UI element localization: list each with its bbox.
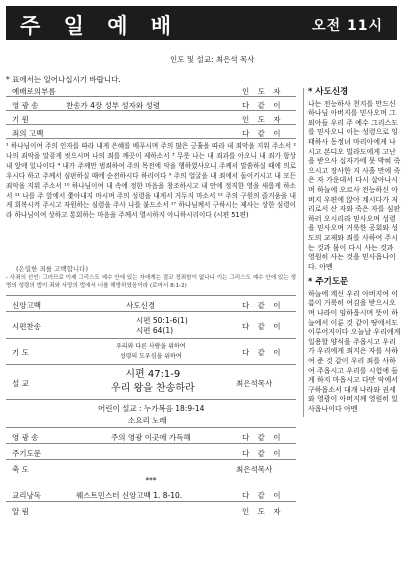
- order-label: 기 도: [12, 348, 29, 357]
- divider: [6, 96, 296, 97]
- divider: [6, 459, 296, 460]
- order-right: 다 같 이: [242, 491, 284, 500]
- order-right: 다 같 이: [242, 449, 284, 458]
- leader-line: 인도 및 설교: 최은석 목사: [170, 55, 255, 64]
- divider: [6, 364, 296, 365]
- order-right: 다 같 이: [242, 433, 284, 442]
- separator-stars: ***: [145, 476, 157, 485]
- service-time: 오전 11시: [312, 18, 383, 34]
- order-label: 기 원: [12, 115, 29, 124]
- order-label: 알 림: [12, 507, 29, 516]
- divider: [6, 110, 296, 111]
- order-right: 다 같 이: [242, 101, 284, 110]
- divider: [6, 338, 296, 339]
- confession-end: (은밀한 죄를 고백합니다): [16, 265, 88, 273]
- divider: [6, 501, 296, 502]
- page-title: 주 일 예 배: [20, 14, 180, 38]
- lords-prayer-text: 하늘에 계신 우리 아버지여 이름이 거룩히 여김을 받으시오며 나라이 임하옵시며 뜻이 하늘에서 이룬 것 같이 땅에서도 이루어지이다 오늘날 우리에게 일용할 양식을 주옵시고 우리가 우리에게 죄지은 자를 사하여 준 것 같이 우리 죄를 사하여 주옵시고 우리를 시험에 들게 하지 마옵시고 다만 악에서 구하옵소서 대개 나라와 권세와 영광이 아버지께 영원히 있사옵나이다 아멘: [308, 289, 401, 413]
- order-label: 교리낭독: [12, 491, 41, 500]
- order-right: 다 같 이: [242, 322, 284, 331]
- confession-text: ¹ 하나님이여 주의 인자를 따라 내게 은혜를 베푸시며 주의 많은 긍휼을 따라 내 죄악을 지워 주소서 ² 나의 죄악을 말갛게 씻으시며 나의 죄를 깨끗이 제하소서 ³ 무릇 나는 내 죄과를 아오니 내 죄가 항상 내 앞에 있나이다 ⁴ 내가 주께만 범죄하여 주의 목전에 악을 행하였사오니 주께서 말씀하실 때에 의로우시다 하고 주께서 심판하실 때에 순전하시다 하리이다 ⁹ 주의 얼굴을 내 죄에서 돌이키시고 내 모든 죄악을 지워 주소서 ¹⁰ 하나님이여 내 속에 정한 마음을 창조하시고 내 안에 정직한 영을 새롭게 하소서 ¹¹ 나를 주 앞에서 쫓아내지 마시며 주의 성령을 내게서 거두지 마소서 ¹² 주의 구원의 즐거움을 내게 회복시켜 주시고 자원하는 심령을 주사 나를 붙드소서 ¹⁷ 하나님께서 구하시는 제사는 상한 심령이라 하나님이여 상하고 통회하는 마음을 주께서 멸시하지 아니하시리이다 (시편 51편): [6, 142, 296, 220]
- order-right: 다 같 이: [242, 301, 284, 310]
- order-right: 인 도 자: [242, 507, 284, 516]
- divider: [6, 399, 296, 400]
- sidebar: [303, 88, 402, 417]
- divider: [6, 138, 296, 139]
- order-right: 인 도 자: [242, 115, 284, 124]
- pardon-text: - 사죄의 선언: 그러므로 이제 그리스도 예수 안에 있는 자에게는 결코 정죄함이 없나니 이는 그리스도 예수 안에 있는 생명의 성령의 법이 죄와 사망의 법에서 너를 해방하였음이라 (로마서 8:1-2): [6, 275, 296, 289]
- catechism-song: 소요리 노래: [128, 416, 167, 425]
- order-right: 다 같 이: [242, 348, 284, 357]
- lords-prayer-title: * 주기도문: [308, 277, 349, 288]
- apostles-creed-title: * 사도신경: [308, 87, 349, 97]
- apostles-creed-text: 나는 전능하사 천지를 만드신 하나님 아버지를 믿사오며 그 외아들 우리 주 예수 그리스도를 믿사오니 이는 성령으로 잉태하사 동정녀 마리아에게 나시고 본디오 빌라도에게 고난을 받으사 십자가에 못 박혀 죽으시고 장사한 지 사흘 만에 죽은 자 가운데서 다시 살아나시며 하늘에 오르사 전능하신 아버지 우편에 앉아 계시다가 저리로서 산 자와 죽은 자를 심판하러 오시리라 믿사오며 성령을 믿사오며 거룩한 공회와 성도의 교제와 죄를 사하여 주시는 것과 몸이 다시 사는 것과 영원히 사는 것을 믿사옵나이다. 아멘: [308, 99, 401, 271]
- divider: [6, 124, 296, 125]
- order-label: 영 광 송: [12, 101, 39, 110]
- order-mid: 우리와 다른 사람을 위하여 성령의 도우심을 위하여: [116, 343, 186, 360]
- divider: [6, 427, 296, 428]
- order-right: 최은석목사: [236, 465, 273, 474]
- header-banner: [6, 6, 397, 40]
- order-label: 설 교: [12, 379, 29, 388]
- order-label: 죄의 고백: [12, 129, 44, 138]
- order-right: 인 도 자: [242, 87, 284, 96]
- order-right: 다 같 이: [242, 129, 284, 138]
- divider: [6, 311, 296, 312]
- standing-note: * 표에서는 일어나십시기 바랍니다.: [6, 75, 121, 84]
- children-sermon: 어린이 설교 : 누가복음 18:9-14: [98, 404, 205, 413]
- divider: [6, 295, 296, 296]
- order-mid: 사도신경: [126, 301, 155, 310]
- order-mid: 웨스트민스터 신앙고백 1. 8-10.: [76, 491, 183, 500]
- order-label: 신앙고백: [12, 301, 41, 310]
- order-right: 최은석목사: [236, 379, 273, 388]
- order-label: 영 광 송: [12, 433, 39, 442]
- order-mid: 찬송가 4장 성부 성자와 성령: [66, 101, 161, 110]
- order-label: 주기도문: [12, 449, 41, 458]
- sermon-title: 시편 47:1-9 우리 왕을 찬송하라: [111, 369, 195, 394]
- order-mid: 시편 50:1-6(1) 시편 64(1): [136, 316, 188, 335]
- order-mid: 주의 영광 이곳에 가득해: [111, 433, 191, 442]
- order-label: 축 도: [12, 465, 29, 474]
- order-label: 시편찬송: [12, 322, 41, 331]
- order-label: 예배로의부름: [12, 87, 56, 96]
- divider: [6, 443, 296, 444]
